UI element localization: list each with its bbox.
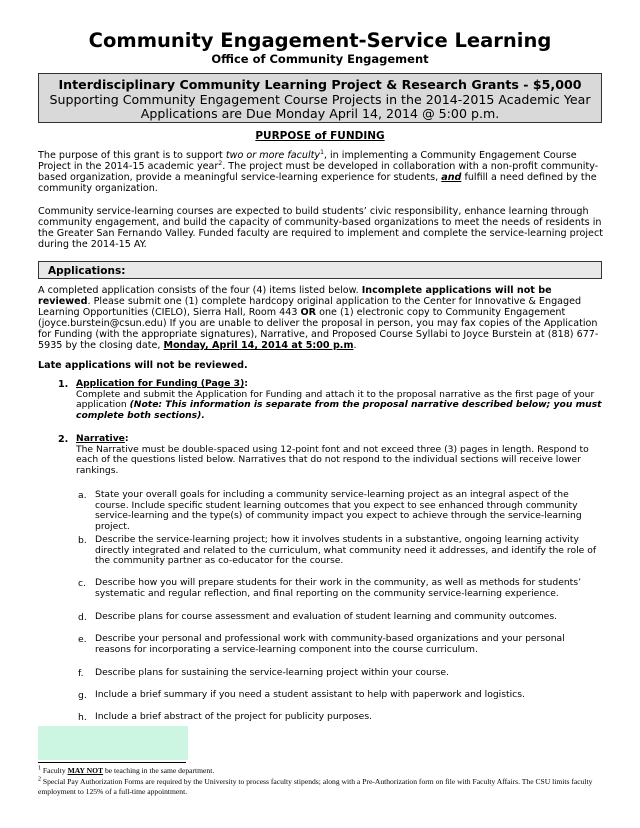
applications-intro: A completed application consists of the four (4) items listed below. Incomplete applications will not be reviewed. Please submit one (1) complete hardcopy original application to the Center for Innovative & Engaged Learning Opportunities (CIELO), Sierra Hall, Room 443 OR one (1) electronic copy to Community Engagement (joyce.burstein@csun.edu) If you are unable to deliver the proposal in person, you may fax copies of the Application for Funding (with the appropriate signatures), Narrative, and Proposed Course Syllabi to Joyce Burstein at (818) 677-5935 by the closing date, Monday, April 14, 2014 at 5:00 p.m. <box>38 285 599 351</box>
narrative-question: Describe the service-learning project; how it involves students in a substantive, ongoing learning activity directly integrated and related to the curriculum, what community need it addresses, and identify the role of the community partner as co-educator for the course. <box>95 534 597 567</box>
late-applications-note: Late applications will not be reviewed. <box>38 360 248 371</box>
footnote-1: $^1$ Faculty MAY NOT be teaching in the same department. <box>38 765 215 775</box>
question-letter: h. <box>78 712 87 723</box>
question-letter: e. <box>78 634 87 645</box>
footnote-ref-2: 2 <box>218 159 223 167</box>
document-title: Community Engagement-Service Learning <box>88 29 552 52</box>
question-letter: g. <box>78 690 87 701</box>
incomplete-warning: Incomplete applications will not be reviewed <box>38 285 552 307</box>
question-letter: a. <box>78 490 87 501</box>
narrative-item: Narrative: The Narrative must be double-spaced using 12-point font and not exceed three (3) pages in length. Respond to each of the questions listed below. Narratives that do not respond to the individual sections will receive lower rankings. <box>76 433 589 476</box>
narrative-question: Include a brief abstract of the project for publicity purposes. <box>95 711 373 722</box>
footnote-ref-1: 1 <box>320 148 324 156</box>
and-emphasis: and <box>441 172 462 183</box>
narrative-question: Describe plans for sustaining the service-learning project within your course. <box>95 667 449 678</box>
applications-heading: Applications: <box>38 261 602 279</box>
purpose-paragraph-1: The purpose of this grant is to support two or more faculty$^1$, in implementing a Community Engagement Course Project in the 2014-15 academic year$^2$. The project must be developed in collaboration with a non-profit community-based organization, provide a meaningful service-learning experience for students, and fulfill a need defined by the community organization. <box>38 148 599 194</box>
question-letter: f. <box>78 668 84 679</box>
purpose-paragraph-2: Community service-learning courses are expected to build students’ civic responsibility, enhance learning through community engagement, and build the capacity of community-based organizations to meet the needs of residents in the Greater San Fernando Valley. Funded faculty are required to implement and complete the service-learning project during the 2014-15 AY. <box>38 206 603 250</box>
purpose-heading: PURPOSE of FUNDING <box>255 130 385 142</box>
grant-academic-year: Supporting Community Engagement Course Projects in the 2014-2015 Academic Year <box>49 91 591 107</box>
grant-name: Interdisciplinary Community Learning Project & Research Grants - $5,000 <box>58 77 582 92</box>
two-faculty-emphasis: two or more faculty <box>225 150 321 161</box>
item-note: (Note: This information is separate from the proposal narrative described below; you must complete both sections). <box>76 399 602 421</box>
office-subtitle: Office of Community Engagement <box>211 52 429 66</box>
footnote-2: $^2$ Special Pay Authorization Forms are required by the University to process faculty stipends; along with a Pre-Authorization form on file with Faculty Affairs. The CSU limits faculty employment to 125% of a full-time appointment. <box>38 776 593 796</box>
narrative-question: Describe how you will prepare students for their work in the community, as well as methods for students’ systematic and regular reflection, and final reporting on the community service-learning experience. <box>95 577 581 599</box>
closing-date: Monday, April 14, 2014 at 5:00 p.m <box>163 340 354 351</box>
item-title: Narrative <box>76 433 125 444</box>
narrative-question: Include a brief summary if you need a student assistant to help with paperwork and logistics. <box>95 689 525 700</box>
narrative-question: Describe plans for course assessment and evaluation of student learning and community outcomes. <box>95 611 558 622</box>
grant-info-box <box>38 73 602 123</box>
footnote-divider <box>38 762 186 763</box>
narrative-question: State your overall goals for including a community service-learning project as an integral aspect of the course. Include specific student learning outcomes that you expect to see enhanced through community service-learning and the type(s) of community impact you expect to achieve through the service-learning project. <box>95 489 582 532</box>
application-for-funding-item: Application for Funding (Page 3): Complete and submit the Application for Funding and attach it to the proposal narrative as the first page of your application (Note: This information is separate from the proposal narrative described below; you must complete both sections). <box>76 378 602 421</box>
grant-due-date: Applications are Due Monday April 14, 2014 @ 5:00 p.m. <box>140 106 500 121</box>
item-number: 2. <box>58 434 69 445</box>
narrative-question: Describe your personal and professional work with community-based organizations and your personal reasons for incorporating a service-learning component into the course curriculum. <box>95 633 565 655</box>
item-title: Application for Funding (Page 3) <box>76 378 245 389</box>
question-letter: b. <box>78 535 87 546</box>
question-letter: c. <box>78 578 86 589</box>
item-number: 1. <box>58 379 69 390</box>
highlight-block <box>38 726 188 760</box>
question-letter: d. <box>78 612 87 623</box>
